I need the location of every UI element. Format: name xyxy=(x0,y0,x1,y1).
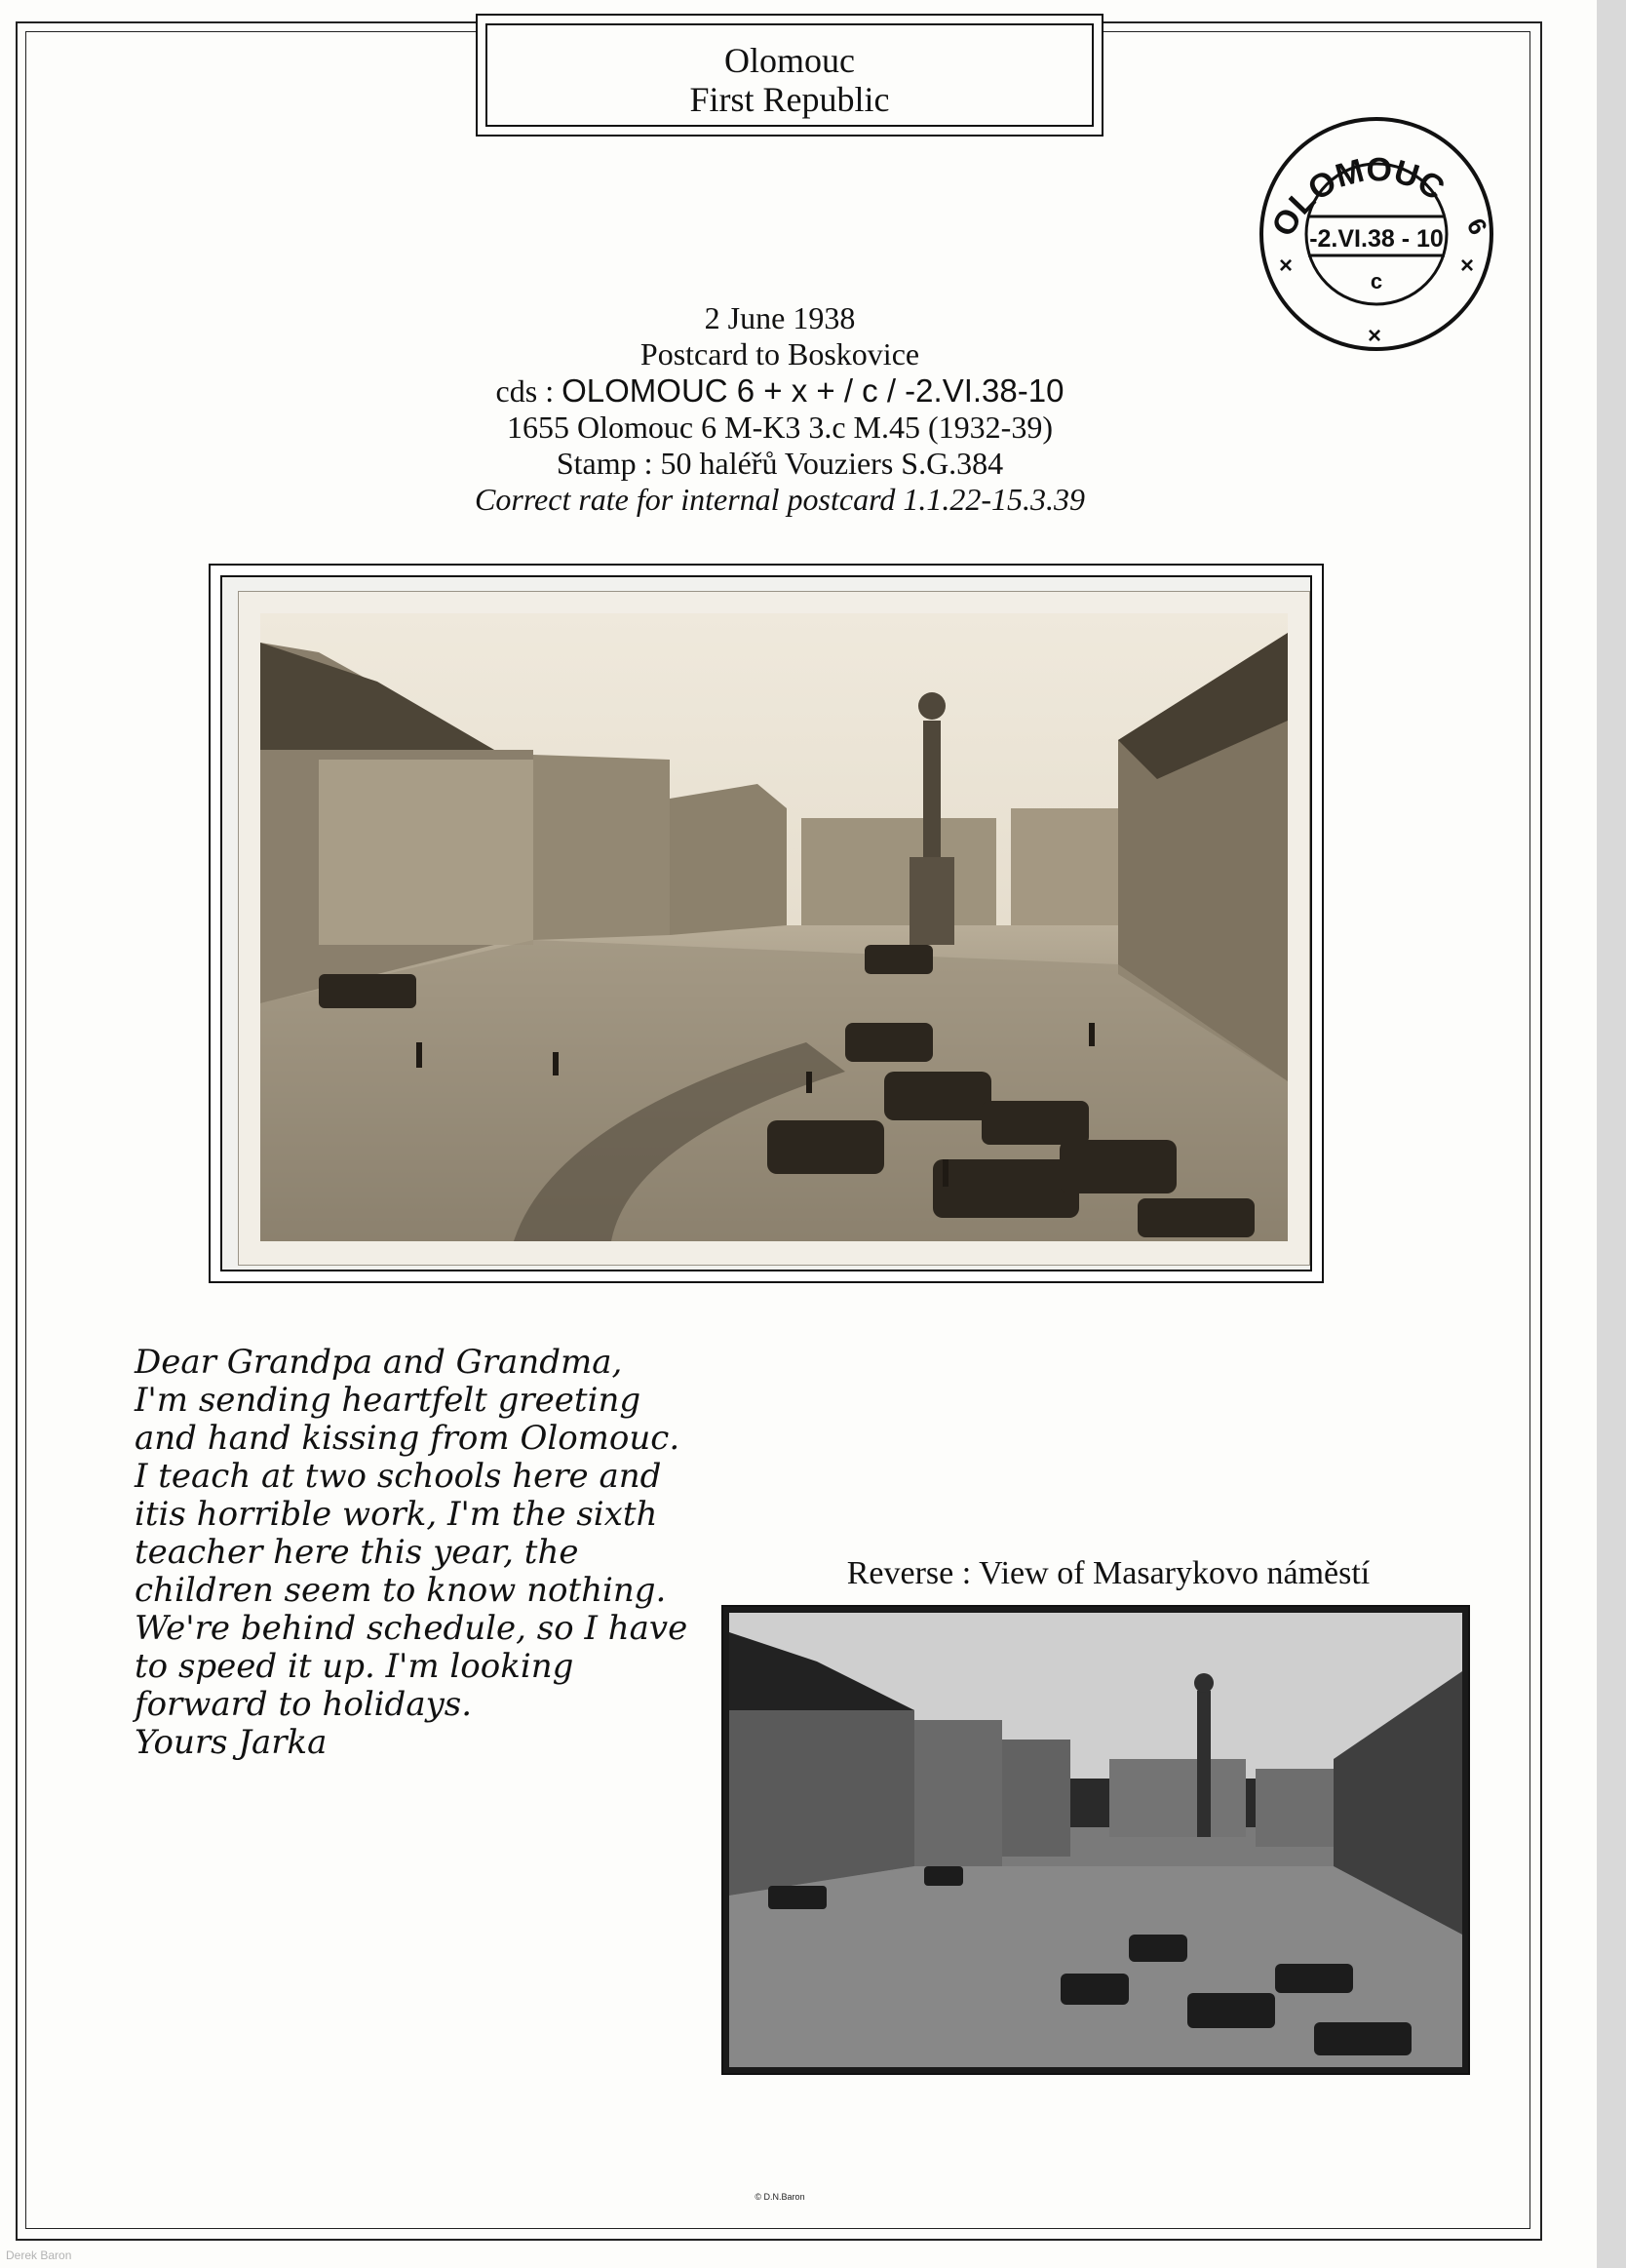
postmark-cross-bottom: × xyxy=(1368,323,1382,349)
letter-line: and hand kissing from Olomouc. xyxy=(135,1419,680,1458)
letter-line: We're behind schedule, so I have xyxy=(135,1609,688,1648)
letter-line: Dear Grandpa and Grandma, xyxy=(135,1343,623,1382)
postmark-illustration xyxy=(1250,107,1503,361)
postmark-cross-left: × xyxy=(1279,253,1294,279)
reverse-photo-square xyxy=(729,1613,1462,2067)
cds-prefix: cds : xyxy=(495,373,562,409)
letter-line: I teach at two schools here and xyxy=(135,1457,662,1496)
letter-line: itis horrible work, I'm the sixth xyxy=(135,1495,658,1534)
watermark: Derek Baron xyxy=(6,2248,72,2262)
letter-line: I'm sending heartfelt greeting xyxy=(135,1381,641,1420)
item-description xyxy=(292,300,1267,518)
copyright-note: © D.N.Baron xyxy=(755,2192,805,2202)
cds-line xyxy=(292,372,1267,410)
postmark-letter: c xyxy=(1370,269,1383,293)
postmark-date: -2.VI.38 - 10 xyxy=(1309,225,1444,253)
postcard-mount-frame xyxy=(209,564,1324,1283)
postcard-photo-square xyxy=(260,613,1288,1241)
postcard-mount-inner xyxy=(220,575,1312,1271)
postmark-cross-right: × xyxy=(1460,253,1475,279)
reverse-photo-frame xyxy=(721,1605,1470,2075)
page-edge-shadow xyxy=(1597,0,1626,2268)
letter-line: to speed it up. I'm looking xyxy=(135,1647,574,1686)
page-subtitle: First Republic xyxy=(689,80,890,119)
reverse-caption: Reverse : View of Masarykovo náměstí xyxy=(846,1555,1371,1591)
rate-note: Correct rate for internal postcard 1.1.22-15.3.39 xyxy=(474,482,1086,517)
letter-line: forward to holidays. xyxy=(135,1685,473,1724)
letter-line: children seem to know nothing. xyxy=(135,1571,667,1610)
postmark-number: 6 xyxy=(1460,213,1493,240)
postmark-town: OLOMOUC xyxy=(1264,150,1452,243)
cds-value: OLOMOUC 6 + x + / c / -2.VI.38-10 xyxy=(561,372,1065,409)
postcard-front xyxy=(238,591,1310,1266)
page-title: Olomouc xyxy=(724,41,855,80)
letter-transcription xyxy=(135,1344,758,1762)
title-box-inner xyxy=(485,23,1094,127)
item-date: 2 June 1938 xyxy=(704,300,856,335)
title-box xyxy=(476,14,1103,137)
letter-line: Yours Jarka xyxy=(135,1723,328,1762)
letter-line: teacher here this year, the xyxy=(135,1533,579,1572)
stamp-line: Stamp : 50 haléřů Vouziers S.G.384 xyxy=(556,446,1004,481)
item-type: Postcard to Boskovice xyxy=(639,336,920,371)
catalogue-line: 1655 Olomouc 6 M-K3 3.c M.45 (1932-39) xyxy=(507,410,1053,445)
